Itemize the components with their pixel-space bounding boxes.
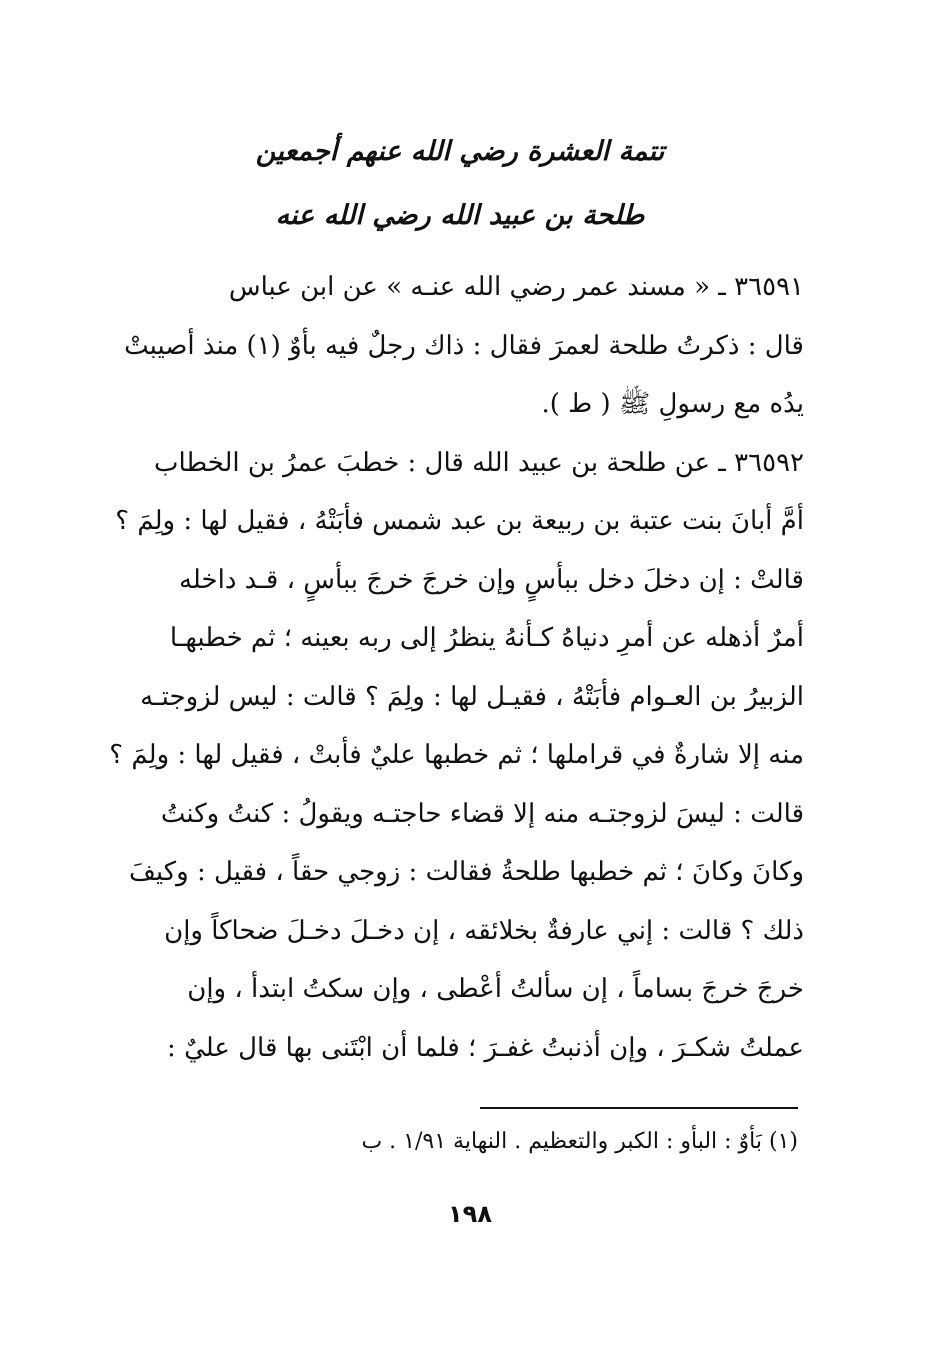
- text-line: ٣٦٥٩٢ ـ عن طلحة بن عبيد الله قال : خطبَ عمرُ بن الخطاب: [153, 447, 804, 478]
- text-line: أمرٌ أذهله عن أمرِ دنياهُ كـأنهُ ينظرُ إلى ربه بعينه ؛ ثم خطبهـا: [169, 623, 804, 653]
- text-line: قالت : ليسَ لزوجتـه منه إلا قضاء حاجتـه ويقولُ : كنتُ وكنتُ: [160, 798, 804, 829]
- text-line: قال : ذكرتُ طلحة لعمرَ فقال : ذاك رجلٌ فيه بأوٌ (١) منذ أصيبتْ: [124, 330, 804, 361]
- text-line: ٣٦٥٩١ ـ « مسند عمر رضي الله عنـه » عن ابن عباس: [228, 272, 804, 302]
- body-text: [98, 258, 804, 1077]
- footnote-divider: [480, 1107, 798, 1109]
- text-line: أمَّ أبانَ بنت عتبة بن ربيعة بن عبد شمس فأبَتْهُ ، فقيل لها : ولِمَ ؟: [115, 506, 804, 536]
- text-line: وكانَ وكانَ ؛ ثم خطبها طلحةُ فقالت : زوجي حقاً ، فقيل : وكيفَ: [129, 857, 804, 887]
- text-line: قالتْ : إن دخلَ دخل ببأسٍ وإن خرجَ خرجَ ببأسٍ ، قـد داخله: [178, 564, 804, 595]
- text-line: ذلك ؟ قالت : إني عارفةٌ بخلائقه ، إن دخـلَ دخـلَ ضحاكاً وإن: [164, 915, 804, 946]
- text-line: خرجَ خرجَ بساماً ، إن سألتُ أعْطى ، وإن سكتُ ابتدأ ، وإن: [187, 974, 804, 1004]
- footnote: (١) بَأوٌ : البأو : الكبر والتعظيم . النهاية ١/٩١ . ب: [361, 1129, 798, 1154]
- text-line: الزبيرُ بن العـوام فأبَتْهُ ، فقيـل لها : ولِمَ ؟ قالت : ليس لزوجتـه: [140, 681, 804, 712]
- text-line: عملتُ شكـرَ ، وإن أذنبتُ غفـرَ ؛ فلما أن ابْتَنى بها قال عليٌ :: [167, 1032, 804, 1063]
- page-number: ١٩٨: [448, 1200, 492, 1228]
- section-heading: تتمة العشرة رضي الله عنهم أجمعين: [255, 136, 665, 167]
- text-line: منه إلا شارةٌ في قراملها ؛ ثم خطبها عليٌ فأبتْ ، فقيل لها : ولِمَ ؟: [109, 740, 804, 770]
- text-line: يدُه مع رسولِ ﷺ ( ط ).: [541, 389, 804, 419]
- subsection-heading: طلحة بن عبيد الله رضي الله عنه: [275, 200, 645, 231]
